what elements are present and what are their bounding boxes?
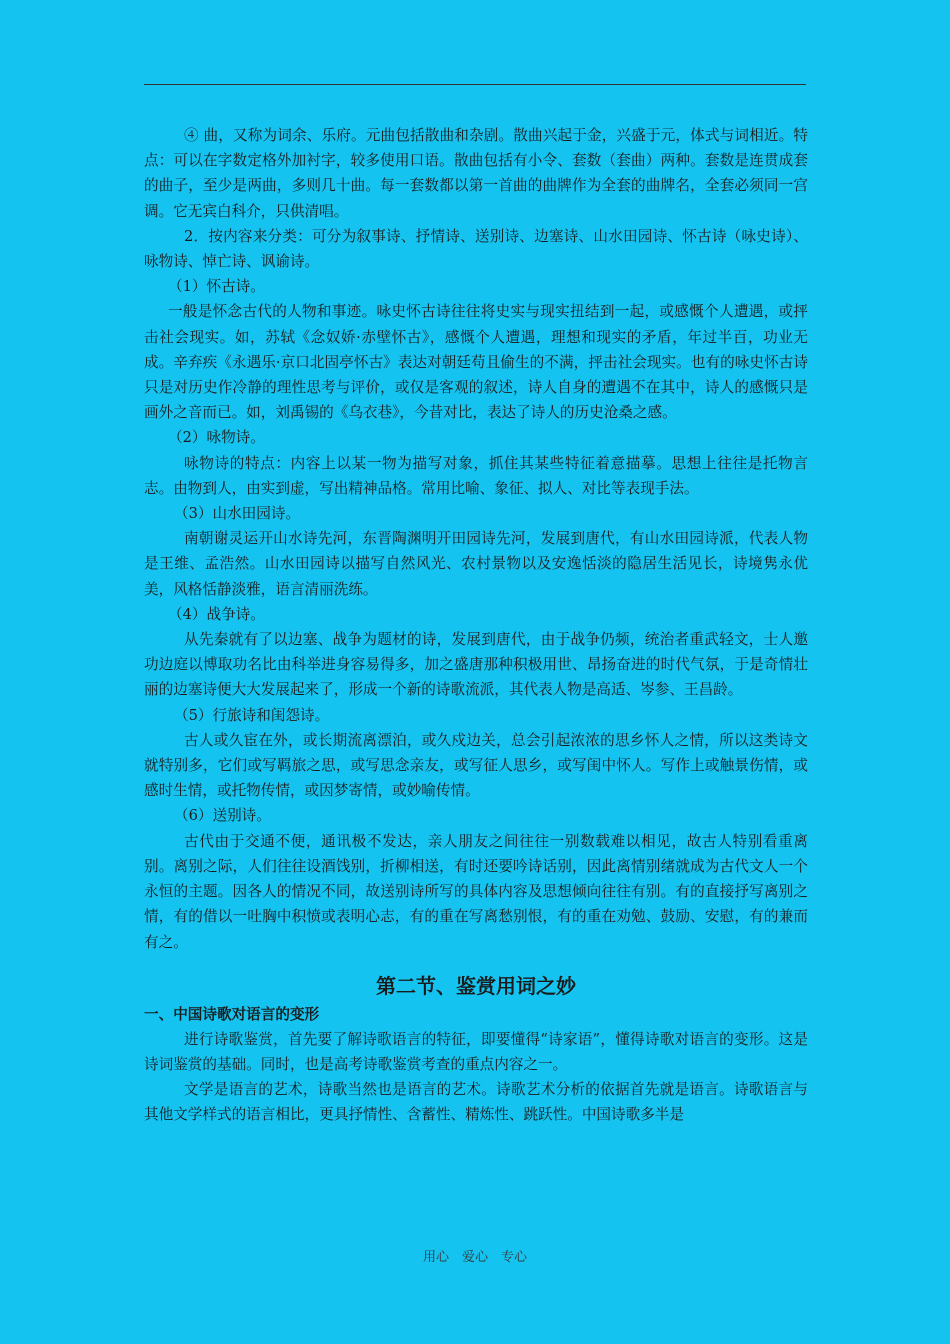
paragraph: 古人或久宦在外，或长期流离漂泊，或久戍边关，总会引起浓浓的思乡怀人之情，所以这类诗文就特别多，它们或写羁旅之思，或写思念亲友，或写征人思乡，或写闺中怀人。写作上或触景伤情，或感时生情，或托物传情，或因梦寄情，或妙喻传情。 (144, 731, 808, 800)
document-body (144, 123, 808, 1128)
paragraph: 古代由于交通不便，通讯极不发达，亲人朋友之间往往一别数载难以相见，故古人特别看重离别。离别之际，人们往往设酒饯别，折柳相送，有时还要吟诗话别，因此离情别绪就成为古代文人一个永恒的主题。因各人的情况不同，故送别诗所写的具体内容及思想倾向往往有别。有的直接抒写离别之情，有的借以一吐胸中积愤或表明心志，有的重在写离愁别恨，有的重在劝勉、鼓励、安慰，有的兼而有之。 (144, 832, 808, 951)
paragraph: 从先秦就有了以边塞、战争为题材的诗，发展到唐代，由于战争仍频，统治者重武轻文，士人邀功边庭以博取功名比由科举进身容易得多，加之盛唐那种积极用世、昂扬奋进的时代气氛，于是奇情壮丽的边塞诗便大大发展起来了，形成一个新的诗歌流派，其代表人物是高适、岑参、王昌龄。 (144, 631, 808, 699)
header-rule (144, 84, 806, 85)
subsection-title: 一、中国诗歌对语言的变形 (144, 1005, 320, 1023)
paragraph: 咏物诗的特点：内容上以某一物为描写对象，抓住其某些特征着意描摹。思想上往往是托物言志。由物到人，由实到虚，写出精神品格。常用比喻、象征、拟人、对比等表现手法。 (144, 454, 808, 497)
paragraph: （6）送别诗。 (174, 807, 271, 825)
page-footer: 用心 爱心 专心 (422, 1250, 527, 1265)
paragraph: （2）咏物诗。 (168, 429, 265, 447)
paragraph: （5）行旅诗和闺怨诗。 (174, 706, 330, 724)
paragraph: 进行诗歌鉴赏，首先要了解诗歌语言的特征，即要懂得“诗家语”，懂得诗歌对语言的变形。这是诗词鉴赏的基础。同时，也是高考诗歌鉴赏考查的重点内容之一。 (144, 1030, 808, 1073)
paragraph: （1）怀古诗。 (168, 278, 265, 296)
paragraph: ④ 曲，又称为词余、乐府。元曲包括散曲和杂剧。散曲兴起于金，兴盛于元，体式与词相近。特点：可以在字数定格外加衬字，较多使用口语。散曲包括有小令、套数（套曲）两种。套数是连贯成套的曲子，至少是两曲，多则几十曲。每一套数都以第一首曲的曲牌作为全套的曲牌名，全套必须同一宫调。它无宾白科介，只供清唱。 (144, 127, 808, 220)
paragraph: 一般是怀念古代的人物和事迹。咏史怀古诗往往将史实与现实扭结到一起，或感慨个人遭遇，或抨击社会现实。如，苏轼《念奴娇·赤壁怀古》，感慨个人遭遇，理想和现实的矛盾，年过半百，功业无成。辛弃疾《永遇乐·京口北固亭怀古》表达对朝廷苟且偷生的不满，抨击社会现实。也有的咏史怀古诗只是对历史作冷静的理性思考与评价，或仅是客观的叙述，诗人自身的遭遇不在其中，诗人的感慨只是画外之音而已。如，刘禹锡的《乌衣巷》，今昔对比，表达了诗人的历史沧桑之感。 (144, 303, 808, 422)
paragraph: 南朝谢灵运开山水诗先河，东晋陶渊明开田园诗先河，发展到唐代，有山水田园诗派，代表人物是王维、孟浩然。山水田园诗以描写自然风光、农村景物以及安逸恬淡的隐居生活见长，诗境隽永优美，风格恬静淡雅，语言清丽洗练。 (144, 530, 808, 598)
paragraph: （3）山水田园诗。 (174, 505, 301, 523)
section-1-paragraphs (144, 123, 808, 955)
section-title: 第二节、鉴赏用词之妙 (376, 973, 576, 998)
section-2-paragraphs (144, 1027, 808, 1128)
paragraph: （4）战争诗。 (168, 605, 265, 623)
paragraph: 文学是语言的艺术，诗歌当然也是语言的艺术。诗歌艺术分析的依据首先就是语言。诗歌语言与其他文学样式的语言相比，更具抒情性、含蓄性、精炼性、跳跃性。中国诗歌多半是 (144, 1081, 808, 1124)
paragraph: 2．按内容来分类：可分为叙事诗、抒情诗、送别诗、边塞诗、山水田园诗、怀古诗（咏史诗）、咏物诗、悼亡诗、讽谕诗。 (144, 227, 808, 271)
